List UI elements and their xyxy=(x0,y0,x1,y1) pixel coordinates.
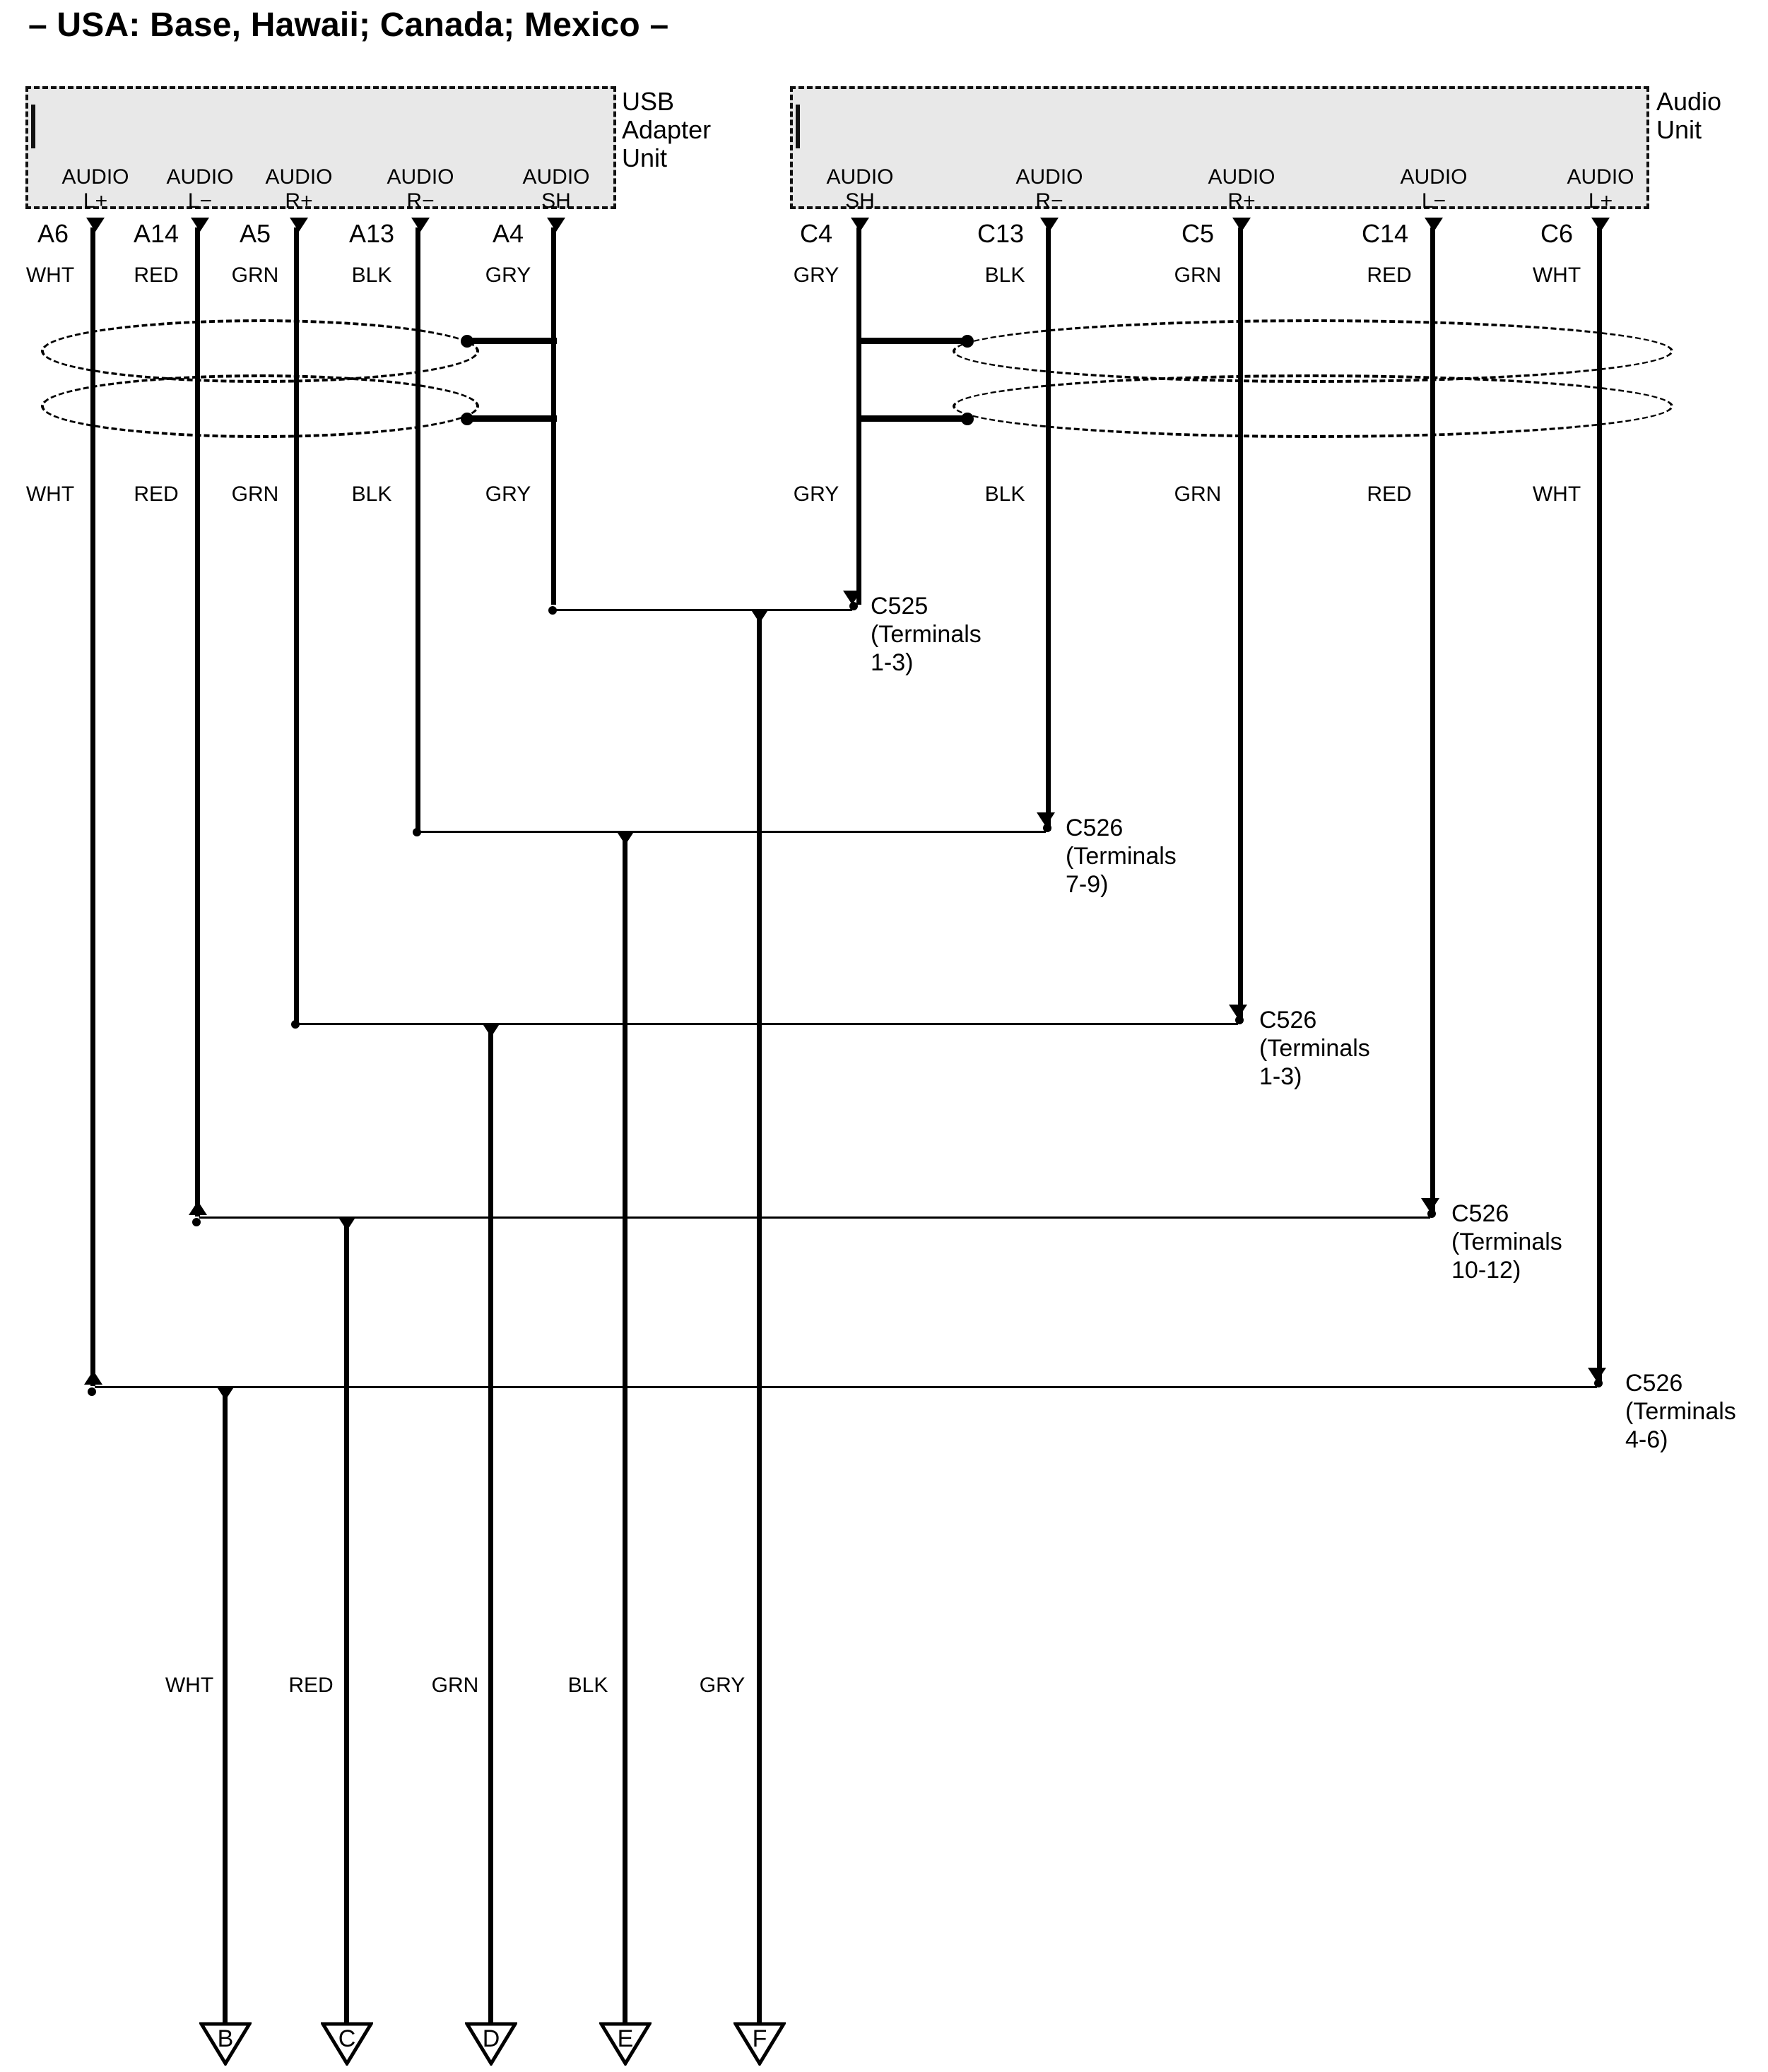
usb-pin-a5-fn-line2: R+ xyxy=(285,189,313,213)
bottom-wire-color-grn: GRN xyxy=(431,1674,479,1697)
wire-c4-shield-branch-lower xyxy=(856,415,970,422)
wire-c526-4-6-branch-drop xyxy=(223,1396,228,2030)
audio-pin-c5-fn-line2: R+ xyxy=(1227,189,1256,213)
connector-c526-4-6-left-dot xyxy=(88,1387,96,1396)
audio-pin-c13-number: C13 xyxy=(977,219,1025,248)
audio-pin-c4-fn-line2: SH xyxy=(845,189,875,213)
connector-c526-10-12-label-line1: C526 xyxy=(1451,1200,1509,1227)
usb-shield-bundle-upper xyxy=(41,319,479,383)
connector-c526-7-9-label-line2: (Terminals xyxy=(1066,843,1177,870)
usb-adapter-unit-label-line1: USB xyxy=(622,87,675,116)
audio-pin-c13-fn-line1: AUDIO xyxy=(1015,165,1083,189)
usb-wire-a5-color-bottom: GRN xyxy=(231,483,279,506)
connector-c525-label-line2: (Terminals xyxy=(871,621,982,648)
page-ref-b-letter: B xyxy=(217,2025,234,2052)
usb-pin-a4-function xyxy=(510,165,602,213)
audio-shield-bundle-upper xyxy=(953,319,1673,383)
wire-a14-red-vertical xyxy=(195,227,200,1216)
page-ref-d[interactable] xyxy=(465,2022,517,2066)
usb-pin-a6-number: A6 xyxy=(37,219,69,248)
connector-c526-10-12-left-terminal-icon xyxy=(189,1201,207,1215)
audio-pin-c6-fn-line1: AUDIO xyxy=(1567,165,1634,189)
page-ref-e-letter: E xyxy=(617,2025,634,2052)
wire-c6-wht-vertical xyxy=(1597,227,1602,1386)
audio-pin-c14-fn-line2: L− xyxy=(1421,189,1446,213)
wire-c5-grn-vertical xyxy=(1238,227,1243,1023)
page-ref-d-letter: D xyxy=(482,2025,500,2052)
audio-pin-c13-function xyxy=(1003,165,1095,213)
usb-wire-a13-color-top: BLK xyxy=(351,264,392,287)
wire-c4-shield-branch-upper xyxy=(856,338,970,344)
audio-shield-junction-upper xyxy=(961,335,974,348)
page-title: – USA: Base, Hawaii; Canada; Mexico – xyxy=(28,6,669,44)
usb-pin-a14-fn-line1: AUDIO xyxy=(166,165,234,189)
audio-wire-c14-color-bottom: RED xyxy=(1367,483,1412,506)
connector-c526-7-9-run xyxy=(420,831,1046,833)
usb-pin-a13-number: A13 xyxy=(348,219,395,248)
usb-pin-a6-function xyxy=(49,165,141,213)
usb-wire-a6-color-bottom: WHT xyxy=(25,483,75,506)
connector-c526-10-12-left-dot xyxy=(192,1218,201,1226)
wire-a4-shield-link xyxy=(551,338,556,421)
connector-c526-7-9-label-line3: 7-9) xyxy=(1066,871,1109,898)
connector-c526-7-9-label xyxy=(1066,814,1177,899)
audio-wire-c4-color-top: GRY xyxy=(793,264,839,287)
audio-pin-c5-function xyxy=(1196,165,1287,213)
usb-pin-a14-number: A14 xyxy=(133,219,179,248)
page-ref-f[interactable] xyxy=(733,2022,786,2066)
connector-c526-1-3-left-dot xyxy=(291,1020,300,1029)
page-ref-c-letter: C xyxy=(338,2025,356,2052)
usb-wire-a4-color-bottom: GRY xyxy=(485,483,531,506)
usb-wire-a13-color-bottom: BLK xyxy=(351,483,392,506)
audio-unit-label-line2: Unit xyxy=(1656,115,1702,144)
connector-c525-left-dot xyxy=(548,606,557,615)
audio-pin-c5-number: C5 xyxy=(1181,219,1215,248)
usb-pin-a5-function xyxy=(253,165,345,213)
connector-c526-1-3-run xyxy=(298,1023,1238,1025)
audio-pin-c14-function xyxy=(1388,165,1480,213)
usb-pin-a4-fn-line1: AUDIO xyxy=(522,165,590,189)
audio-unit-label-line1: Audio xyxy=(1656,87,1722,116)
audio-pin-c13-fn-line2: R− xyxy=(1035,189,1063,213)
audio-pin-c4-number: C4 xyxy=(799,219,833,248)
usb-pin-a5-number: A5 xyxy=(239,219,271,248)
audio-wire-c6-color-bottom: WHT xyxy=(1532,483,1581,506)
connector-c526-10-12-label xyxy=(1451,1200,1562,1284)
usb-pin-a13-fn-line2: R− xyxy=(406,189,435,213)
usb-shield-junction-upper xyxy=(461,335,473,348)
audio-pin-c14-fn-line1: AUDIO xyxy=(1400,165,1468,189)
usb-shield-junction-lower xyxy=(461,413,473,425)
connector-c526-4-6-label-line3: 4-6) xyxy=(1625,1426,1668,1453)
wire-a6-wht-vertical xyxy=(90,227,95,1386)
connector-c525-run xyxy=(555,609,852,611)
usb-pin-a13-fn-line1: AUDIO xyxy=(387,165,454,189)
audio-wire-c5-color-top: GRN xyxy=(1174,264,1222,287)
bottom-wire-color-red: RED xyxy=(288,1674,334,1697)
usb-pin-a13-function xyxy=(375,165,466,213)
page-ref-c[interactable] xyxy=(321,2022,373,2066)
connector-c526-10-12-right-terminal-icon xyxy=(1421,1198,1439,1212)
connector-c525-right-terminal-icon xyxy=(843,591,861,605)
audio-shield-bundle-lower xyxy=(953,374,1673,438)
audio-unit-left-tick xyxy=(796,105,800,148)
connector-c525-label-line3: 1-3) xyxy=(871,649,914,676)
audio-pin-c14-number: C14 xyxy=(1361,219,1409,248)
connector-c526-4-6-label-line1: C526 xyxy=(1625,1370,1683,1397)
audio-wire-c13-color-top: BLK xyxy=(984,264,1025,287)
usb-adapter-unit-label xyxy=(622,88,711,172)
usb-pin-a14-fn-line2: L− xyxy=(187,189,213,213)
wire-a4-shield-branch-lower xyxy=(466,415,557,422)
connector-c526-4-6-right-terminal-icon xyxy=(1588,1368,1606,1382)
usb-pin-a4-fn-line2: SH xyxy=(541,189,571,213)
bottom-wire-color-wht: WHT xyxy=(165,1674,214,1697)
connector-c526-1-3-label xyxy=(1259,1006,1370,1091)
audio-pin-c6-number: C6 xyxy=(1540,219,1574,248)
connector-c526-4-6-left-terminal-icon xyxy=(84,1371,102,1385)
audio-wire-c4-color-bottom: GRY xyxy=(793,483,839,506)
connector-c526-10-12-label-line2: (Terminals xyxy=(1451,1229,1562,1255)
connector-c526-10-12-label-line3: 10-12) xyxy=(1451,1257,1521,1284)
bottom-wire-color-blk: BLK xyxy=(567,1674,608,1697)
usb-pin-a4-number: A4 xyxy=(492,219,524,248)
audio-wire-c14-color-top: RED xyxy=(1367,264,1412,287)
wire-c526-7-9-branch-drop xyxy=(623,841,627,2030)
usb-wire-a6-color-top: WHT xyxy=(25,264,75,287)
page-ref-f-letter: F xyxy=(752,2025,767,2052)
wire-a5-grn-vertical xyxy=(294,227,299,1023)
connector-c525-label xyxy=(871,592,982,677)
usb-wire-a14-color-top: RED xyxy=(134,264,179,287)
connector-c526-1-3-label-line3: 1-3) xyxy=(1259,1063,1302,1090)
wire-c14-red-vertical xyxy=(1430,227,1435,1216)
wire-c526-10-12-branch-drop xyxy=(344,1226,349,2030)
usb-pin-a14-function xyxy=(154,165,246,213)
audio-pin-c4-fn-line1: AUDIO xyxy=(826,165,894,189)
connector-c526-4-6-label-line2: (Terminals xyxy=(1625,1398,1736,1425)
connector-c526-4-6-run xyxy=(95,1386,1597,1388)
usb-wire-a5-color-top: GRN xyxy=(231,264,279,287)
usb-wire-a14-color-bottom: RED xyxy=(134,483,179,506)
page-ref-e[interactable] xyxy=(599,2022,652,2066)
audio-pin-c5-fn-line1: AUDIO xyxy=(1208,165,1275,189)
connector-c525-label-line1: C525 xyxy=(871,593,929,620)
usb-adapter-unit-label-line2: Adapter xyxy=(622,115,712,144)
audio-wire-c6-color-top: WHT xyxy=(1532,264,1581,287)
usb-pin-a6-fn-line1: AUDIO xyxy=(61,165,129,189)
connector-c526-7-9-right-terminal-icon xyxy=(1037,812,1055,827)
page-ref-b[interactable] xyxy=(199,2022,252,2066)
audio-unit-label xyxy=(1656,88,1721,144)
wire-a4-shield-branch-upper xyxy=(466,338,557,344)
wire-a13-blk-vertical xyxy=(416,227,420,831)
usb-shield-bundle-lower xyxy=(41,374,479,438)
wire-c13-blk-vertical xyxy=(1046,227,1051,831)
wire-c526-1-3-branch-drop xyxy=(488,1033,493,2030)
audio-wire-c5-color-bottom: GRN xyxy=(1174,483,1222,506)
connector-c526-7-9-label-line1: C526 xyxy=(1066,815,1124,841)
connector-c526-1-3-right-terminal-icon xyxy=(1229,1005,1247,1019)
usb-pin-a6-fn-line2: L+ xyxy=(83,189,108,213)
connector-c526-1-3-label-line2: (Terminals xyxy=(1259,1035,1370,1062)
connector-c526-4-6-label xyxy=(1625,1369,1736,1454)
audio-pin-c4-function xyxy=(814,165,906,213)
usb-wire-a4-color-top: GRY xyxy=(485,264,531,287)
audio-pin-c6-fn-line2: L+ xyxy=(1588,189,1613,213)
usb-pin-a5-fn-line1: AUDIO xyxy=(265,165,333,189)
usb-pin-a4-terminal-icon xyxy=(547,218,565,232)
connector-c526-10-12-run xyxy=(199,1216,1430,1219)
connector-c526-1-3-label-line1: C526 xyxy=(1259,1007,1317,1034)
usb-adapter-unit-label-line3: Unit xyxy=(622,143,668,172)
bottom-wire-color-gry: GRY xyxy=(699,1674,745,1697)
audio-shield-junction-lower xyxy=(961,413,974,425)
audio-pin-c6-function xyxy=(1555,165,1646,213)
audio-wire-c13-color-bottom: BLK xyxy=(984,483,1025,506)
connector-c526-7-9-left-dot xyxy=(413,828,421,836)
usb-adapter-unit-left-tick xyxy=(31,105,35,148)
